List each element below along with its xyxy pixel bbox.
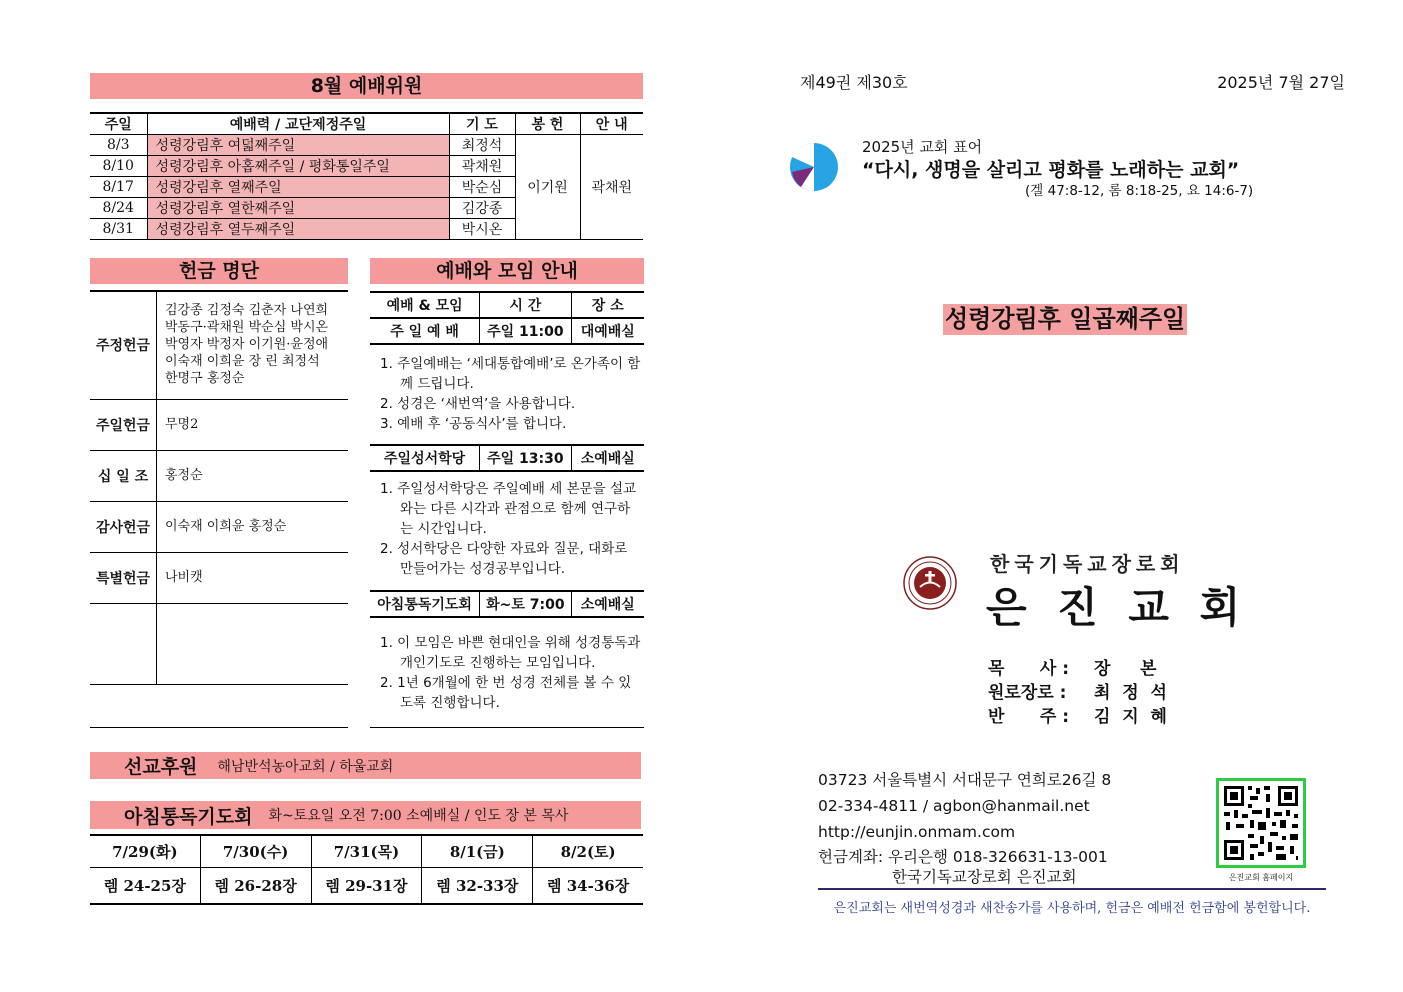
staff-list xyxy=(988,657,1167,729)
staff-name: 김 지 혜 xyxy=(1094,707,1167,727)
guide-col-time: 시 간 xyxy=(479,293,570,317)
mission-bar xyxy=(90,752,641,779)
guide-section-header xyxy=(370,318,644,345)
section-time: 주일 13:30 xyxy=(479,446,570,470)
col-header-date: 주일 xyxy=(90,113,147,135)
church-address: 03723 서울특별시 서대문구 연희로26길 8 xyxy=(818,771,1112,789)
guide-bottom-rule xyxy=(370,727,644,728)
guide-header-row xyxy=(370,291,644,319)
table-row xyxy=(90,399,348,450)
section-time: 화~토 7:00 xyxy=(479,592,570,616)
table-row xyxy=(90,135,643,156)
row-prayer: 박시온 xyxy=(449,219,515,240)
motto-logo-icon xyxy=(789,142,839,192)
offering-table xyxy=(90,291,348,685)
row-sunday-name: 성령강림후 여덟째주일 xyxy=(147,135,449,156)
guide-col-name: 예배 & 모임 xyxy=(386,298,463,314)
row-prayer: 곽채원 xyxy=(449,156,515,177)
account-row xyxy=(818,847,1111,867)
church-name: 은 진 교 회 xyxy=(986,583,1249,632)
list-item: 2. 성경은 ‘새번역’을 사용합니다. xyxy=(380,396,576,412)
table-row xyxy=(90,501,348,552)
offering-label: 감사헌금 xyxy=(90,501,157,552)
church-seal-icon xyxy=(903,556,957,610)
list-item: 1. 이 모임은 바쁜 현대인을 위해 성경통독과 개인기도로 진행하는 모임입니다. xyxy=(380,635,641,671)
offering-label: 주정헌금 xyxy=(90,291,157,399)
qr-caption: 은진교회 홈페이지 xyxy=(1228,873,1294,882)
worship-committee-title: 8월 예배위원 xyxy=(90,73,643,99)
list-item: 1. 주일성서학당은 주일예배 세 본문을 설교와는 다른 시각과 관점으로 함께 연구하는 시간입니다. xyxy=(380,481,637,537)
row-prayer: 박순심 xyxy=(449,177,515,198)
account-label: 헌금계좌: xyxy=(818,848,884,866)
staff-name: 최 정 석 xyxy=(1094,683,1167,703)
section-name: 아침통독기도회 xyxy=(377,597,472,613)
offering-names: 김강종 김정숙 김춘자 나연희 박동구·곽채원 박순심 박시온 박영자 박정자 이기원·윤정애 이숙재 이희윤 장 린 최정석 한명구 홍정순 xyxy=(157,291,349,399)
guide-notes-list xyxy=(380,479,642,579)
section-place: 소예배실 xyxy=(571,446,644,470)
reading-day: 7/29(화) xyxy=(90,835,200,868)
worship-committee-table xyxy=(90,112,643,240)
section-name: 주일성서학당 xyxy=(384,451,466,467)
list-item: 3. 예배 후 ‘공동식사’를 합니다. xyxy=(380,416,567,432)
section-place: 대예배실 xyxy=(571,319,644,343)
footer-note: 은진교회는 새번역성경과 새찬송가를 사용하며, 헌금은 예배전 헌금함에 봉헌합니다. xyxy=(833,901,1311,916)
table-row xyxy=(90,450,348,501)
church-info xyxy=(818,767,1111,887)
row-prayer: 김강종 xyxy=(449,198,515,219)
list-item: 2. 1년 6개월에 한 번 성경 전체를 볼 수 있도록 진행합니다. xyxy=(380,675,632,711)
motto-references: (겔 47:8-12, 롬 8:18-25, 요 14:6-7) xyxy=(1025,183,1254,199)
reading-passage: 렘 26-28장 xyxy=(200,868,311,905)
table-row xyxy=(90,291,348,399)
staff-name: 장 본 xyxy=(1094,659,1157,679)
reading-passage: 렘 32-33장 xyxy=(422,868,533,905)
guide-section-header xyxy=(370,444,644,472)
row-date: 8/31 xyxy=(90,219,147,240)
section-name: 주 일 예 배 xyxy=(390,324,459,340)
row-date: 8/10 xyxy=(90,156,147,177)
staff-role: 반 주 : xyxy=(988,707,1070,727)
staff-role: 목 사 : xyxy=(988,659,1070,679)
offering-title: 헌금 명단 xyxy=(90,258,348,284)
church-website[interactable]: http://eunjin.onmam.com xyxy=(818,823,1016,841)
motto-year: 2025년 교회 표어 xyxy=(862,138,983,156)
morning-bar xyxy=(90,801,641,829)
account-holder: 한국기독교장로회 은진교회 xyxy=(892,868,1077,886)
row-sunday-name: 성령강림후 열한째주일 xyxy=(147,198,449,219)
row-date: 8/24 xyxy=(90,198,147,219)
volume-number: 제49권 제30호 xyxy=(800,73,908,92)
reading-passage: 렘 29-31장 xyxy=(311,868,422,905)
col-header-guide: 안 내 xyxy=(580,113,643,135)
qr-code-icon[interactable] xyxy=(1216,778,1306,868)
reading-day: 7/31(목) xyxy=(311,835,422,868)
reading-day: 7/30(수) xyxy=(200,835,311,868)
row-date: 8/17 xyxy=(90,177,147,198)
sunday-title: 성령강림후 일곱째주일 xyxy=(945,305,1186,333)
list-item: 1. 주일예배는 ‘세대통합예배’로 온가족이 함께 드립니다. xyxy=(380,356,641,392)
offering-names xyxy=(157,603,349,684)
staff-role: 원로장로 : xyxy=(988,683,1067,703)
guide-col-place: 장 소 xyxy=(571,293,644,317)
offering-label: 주일헌금 xyxy=(90,399,157,450)
mission-text: 해남반석농아교회 / 하울교회 xyxy=(217,758,394,775)
section-time: 주일 11:00 xyxy=(479,319,570,343)
guide-notes-list xyxy=(380,633,642,713)
row-sunday-name: 성령강림후 아홉째주일 / 평화통일주일 xyxy=(147,156,449,177)
row-date: 8/3 xyxy=(90,135,147,156)
offering-names: 홍정순 xyxy=(157,450,349,501)
reading-schedule-table xyxy=(90,834,643,905)
church-contact: 02-334-4811 / agbon@hanmail.net xyxy=(818,797,1090,815)
guide-title: 예배와 모임 안내 xyxy=(370,258,644,284)
col-header-offering: 봉 헌 xyxy=(515,113,580,135)
list-item: 2. 성서학당은 다양한 자료와 질문, 대화로 만들어가는 성경공부입니다. xyxy=(380,541,628,577)
guide-person: 곽채원 xyxy=(580,135,643,240)
offering-label: 특별헌금 xyxy=(90,552,157,603)
staff-row xyxy=(988,705,1167,729)
reading-day: 8/1(금) xyxy=(422,835,533,868)
staff-row xyxy=(988,657,1167,681)
col-header-prayer: 기 도 xyxy=(449,113,515,135)
staff-row xyxy=(988,681,1167,705)
church-motto: “다시, 생명을 살리고 평화를 노래하는 교회” xyxy=(862,159,1240,181)
section-place: 소예배실 xyxy=(571,592,644,616)
offering-bottom-rule xyxy=(90,727,348,728)
footer-rule xyxy=(818,888,1326,890)
guide-notes-list xyxy=(380,354,642,434)
offering-label: 십 일 조 xyxy=(90,450,157,501)
reading-passage: 렘 34-36장 xyxy=(533,868,643,905)
table-row xyxy=(90,552,348,603)
bulletin-date: 2025년 7월 27일 xyxy=(1217,73,1345,92)
offering-names: 이숙재 이희윤 홍정순 xyxy=(157,501,349,552)
offering-names: 무명2 xyxy=(157,399,349,450)
reading-passage: 렘 24-25장 xyxy=(90,868,200,905)
morning-text: 화~토요일 오전 7:00 소예배실 / 인도 장 본 목사 xyxy=(268,808,569,824)
offering-label xyxy=(90,603,157,684)
table-row xyxy=(90,603,348,684)
offering-names: 나비캣 xyxy=(157,552,349,603)
col-header-calendar: 예배력 / 교단제정주일 xyxy=(147,113,449,135)
denomination-name: 한국기독교장로회 xyxy=(990,552,1185,576)
account-number: 우리은행 018-326631-13-001 xyxy=(888,848,1108,866)
guide-section-header xyxy=(370,590,644,618)
reading-day: 8/2(토) xyxy=(533,835,643,868)
row-sunday-name: 성령강림후 열째주일 xyxy=(147,177,449,198)
offering-person: 이기원 xyxy=(515,135,580,240)
row-sunday-name: 성령강림후 열두째주일 xyxy=(147,219,449,240)
mission-label: 선교후원 xyxy=(124,756,198,778)
morning-label: 아침통독기도회 xyxy=(124,805,253,828)
row-prayer: 최정석 xyxy=(449,135,515,156)
